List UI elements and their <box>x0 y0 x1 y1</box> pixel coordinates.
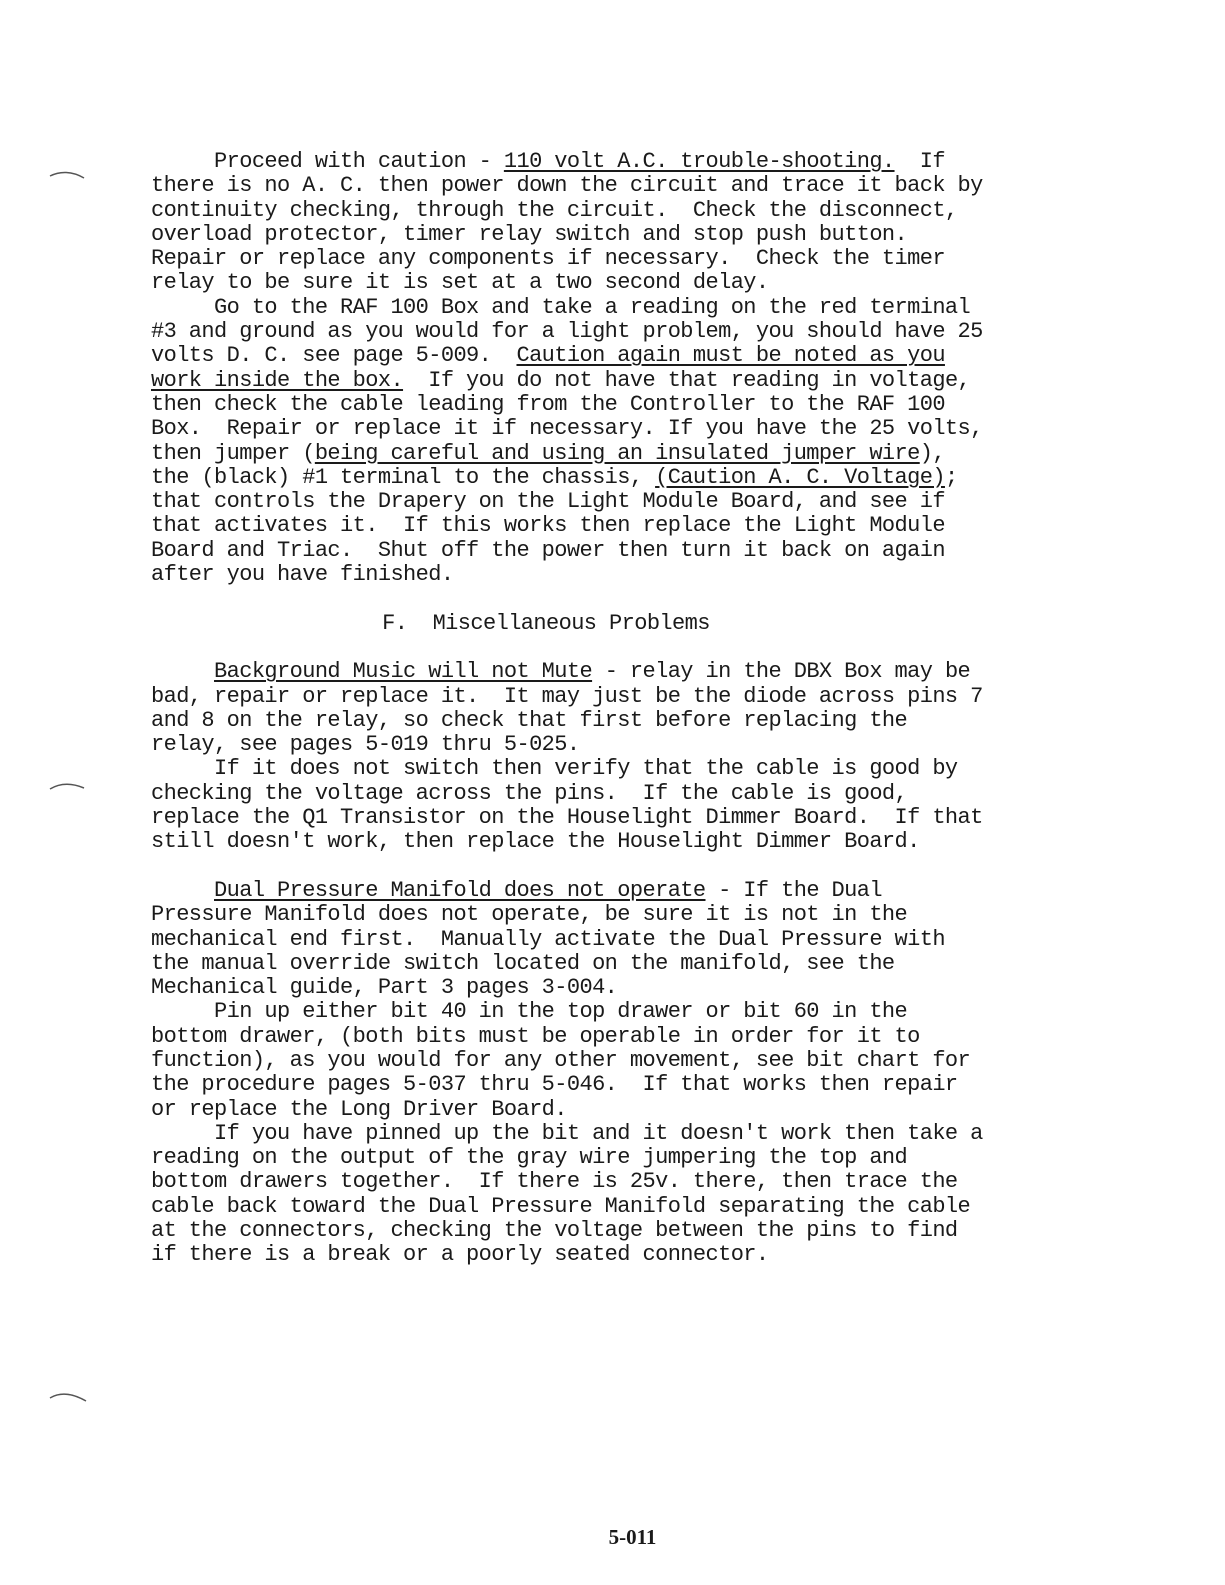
text-line <box>151 1000 1111 1024</box>
underlined-text: being careful and using an insulated jumper wire <box>314 440 920 466</box>
text-line <box>151 1170 1111 1194</box>
underlined-text: 110 volt A.C. trouble-shooting. <box>503 149 895 174</box>
text-run: reading on the output of the gray wire jumpering the top and <box>151 1145 908 1171</box>
text-run: Go to the RAF 100 Box and take a reading on the red terminal <box>151 294 971 320</box>
text-run: Proceed with caution - <box>151 149 504 174</box>
text-run: the (black) #1 terminal to the chassis, <box>151 464 656 490</box>
text-line <box>151 199 1111 223</box>
text-run: mechanical end first. Manually activate the Dual Pressure with <box>151 926 945 952</box>
text-run: Box. Repair or replace it if necessary. If you have the 25 volts, <box>151 416 983 442</box>
text-line <box>151 490 1111 514</box>
text-line <box>151 320 1111 344</box>
text-run: then jumper ( <box>151 440 315 466</box>
text-run: bottom drawer, (both bits must be operable in order for it to <box>151 1023 920 1049</box>
text-line <box>151 466 1111 490</box>
text-line <box>151 685 1111 709</box>
text-line <box>151 830 1111 854</box>
text-line <box>151 1073 1111 1097</box>
text-line <box>151 709 1111 733</box>
text-run: continuity checking, through the circuit. Check the disconnect, <box>151 197 958 223</box>
text-run: if there is a break or a poorly seated connector. <box>151 1242 769 1268</box>
underlined-text: Background Music will not Mute <box>214 659 593 685</box>
text-run: If <box>894 149 945 174</box>
text-run: Board and Triac. Shut off the power then turn it back on again <box>151 537 945 563</box>
text-run: volts D. C. see page 5-009. <box>151 343 517 369</box>
text-run: that activates it. If this works then replace the Light Module <box>151 513 945 539</box>
text-run: #3 and ground as you would for a light problem, you should have 25 <box>151 319 983 345</box>
underlined-text: (Caution A. C. Voltage) <box>655 464 945 490</box>
text-run: - relay in the DBX Box may be <box>592 659 971 685</box>
text-run: bad, repair or replace it. It may just be the diode across pins 7 <box>151 683 983 709</box>
text-line <box>151 247 1111 271</box>
text-line <box>151 660 1111 684</box>
page-number: 5-011 <box>608 1525 657 1549</box>
text-run: function), as you would for any other movement, see bit chart for <box>151 1047 971 1073</box>
text-run: the manual override switch located on the manifold, see the <box>151 950 895 976</box>
text-run: Pressure Manifold does not operate, be sure it is not in the <box>151 902 908 928</box>
paragraph-gap <box>151 587 1111 611</box>
text-run: relay to be sure it is set at a two second delay. <box>151 270 769 296</box>
text-run: bottom drawers together. If there is 25v. there, then trace the <box>151 1169 958 1195</box>
underlined-text: Dual Pressure Manifold does not operate <box>214 877 706 903</box>
text-run: If it does not switch then verify that the cable is good by <box>151 756 958 782</box>
text-line <box>151 271 1111 295</box>
text-run: ; <box>944 464 958 490</box>
text-line <box>151 1219 1111 1243</box>
text-run: If you do not have that reading in voltage, <box>403 367 971 393</box>
text-line <box>151 782 1111 806</box>
text-line <box>151 417 1111 441</box>
text-line <box>151 903 1111 927</box>
text-line <box>151 1195 1111 1219</box>
text-run: at the connectors, checking the voltage between the pins to find <box>151 1218 958 1244</box>
underlined-text: Caution again must be noted as you <box>516 343 945 369</box>
text-line <box>151 1098 1111 1122</box>
text-run: or replace the Long Driver Board. <box>151 1096 567 1122</box>
text-run: after you have finished. <box>151 562 454 588</box>
underlined-text: work inside the box. <box>151 367 404 393</box>
text-line <box>151 442 1111 466</box>
text-line <box>151 563 1111 587</box>
text-run: ), <box>919 440 945 466</box>
text-line <box>151 539 1111 563</box>
text-run: and 8 on the relay, so check that first before replacing the <box>151 707 908 733</box>
text-run: then check the cable leading from the Controller to the RAF 100 <box>151 391 945 417</box>
text-run: checking the voltage across the pins. If the cable is good, <box>151 780 908 806</box>
text-run <box>151 659 214 684</box>
text-run: overload protector, timer relay switch and stop push button. <box>151 221 908 247</box>
text-run: still doesn't work, then replace the Houselight Dimmer Board. <box>151 829 920 855</box>
text-run: If you have pinned up the bit and it doesn't work then take a <box>151 1120 983 1146</box>
text-line <box>151 1025 1111 1049</box>
text-run: relay, see pages 5-019 thru 5-025. <box>151 732 580 758</box>
text-run: cable back toward the Dual Pressure Manifold separating the cable <box>151 1193 971 1219</box>
text-run: Mechanical guide, Part 3 pages 3-004. <box>151 975 618 1001</box>
text-line <box>151 296 1111 320</box>
text-line <box>151 369 1111 393</box>
text-line <box>151 514 1111 538</box>
text-line <box>151 1146 1111 1170</box>
text-run: Repair or replace any components if necessary. Check the timer <box>151 246 945 272</box>
text-run: replace the Q1 Transistor on the Houselight Dimmer Board. If that <box>151 805 983 831</box>
text-line <box>151 223 1111 247</box>
text-line <box>151 174 1111 198</box>
paragraph-gap <box>151 855 1111 879</box>
text-line <box>151 393 1111 417</box>
text-run: - If the Dual <box>705 877 882 903</box>
text-line <box>151 757 1111 781</box>
paragraph-gap <box>151 636 1111 660</box>
text-run: the procedure pages 5-037 thru 5-046. If that works then repair <box>151 1072 958 1098</box>
text-line <box>151 1049 1111 1073</box>
text-line <box>151 1122 1111 1146</box>
text-line <box>151 928 1111 952</box>
text-line <box>151 1243 1111 1267</box>
text-run: Pin up either bit 40 in the top drawer or bit 60 in the <box>151 999 908 1025</box>
text-line <box>151 806 1111 830</box>
text-line <box>151 952 1111 976</box>
text-line <box>151 976 1111 1000</box>
section-heading: F. Miscellaneous Problems <box>382 610 710 636</box>
text-line <box>151 879 1111 903</box>
body-text <box>151 150 1111 1268</box>
text-line <box>151 150 1111 174</box>
text-run: that controls the Drapery on the Light Module Board, and see if <box>151 489 945 515</box>
text-run: there is no A. C. then power down the circuit and trace it back by <box>151 173 983 199</box>
punch-hole-mark-top <box>48 168 88 182</box>
text-line <box>151 344 1111 368</box>
punch-hole-mark-middle <box>48 780 88 794</box>
text-line <box>151 733 1111 757</box>
punch-hole-mark-bottom <box>48 1390 88 1404</box>
text-run <box>151 878 214 903</box>
